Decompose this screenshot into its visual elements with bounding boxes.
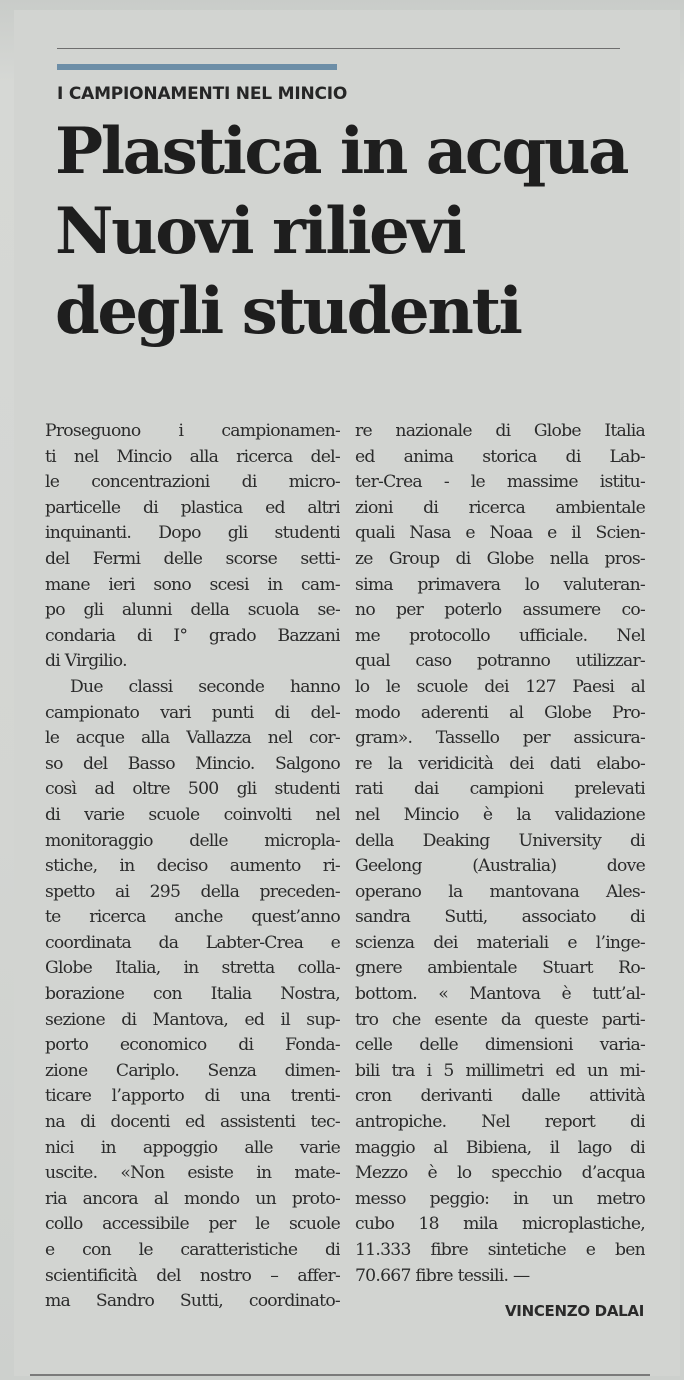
body-text-line: ria ancora al mondo un proto- <box>45 1188 340 1209</box>
body-text-line: gnere ambientale Stuart Ro- <box>355 958 645 979</box>
body-text-line: di Virgilio. <box>45 651 127 672</box>
body-text-line: sezione di Mantova, ed il sup- <box>45 1009 340 1030</box>
body-text-line: scienza dei materiali e l’inge- <box>355 932 645 953</box>
body-text-line: modo aderenti al Globe Pro- <box>355 702 645 723</box>
body-text-line: le acque alla Vallazza nel cor- <box>45 728 340 749</box>
top-rule <box>57 48 620 49</box>
body-text-line: spetto ai 295 della preceden- <box>45 881 340 902</box>
body-text-line: campionato vari punti di del- <box>45 702 340 723</box>
body-text-line: del Fermi delle scorse setti- <box>45 548 340 569</box>
body-text-line: re la veridicità dei dati elabo- <box>355 753 645 774</box>
body-text-line: maggio al Bibiena, il lago di <box>355 1137 645 1158</box>
body-text-line: nici in appoggio alle varie <box>45 1137 340 1158</box>
body-text-line: cubo 18 mila microplastiche, <box>355 1214 645 1235</box>
body-text-line: so del Basso Mincio. Salgono <box>45 753 340 774</box>
body-text-line: monitoraggio delle micropla- <box>45 830 340 851</box>
body-text-line: particelle di plastica ed altri <box>45 497 340 518</box>
body-text-line: celle delle dimensioni varia- <box>355 1035 645 1056</box>
body-text-line: ticare l’apporto di una trenti- <box>45 1086 340 1107</box>
body-text-line: Globe Italia, in stretta colla- <box>45 958 340 979</box>
body-text-line: condaria di I° grado Bazzani <box>45 625 340 646</box>
body-text-line: cron derivanti dalle attività <box>355 1086 645 1107</box>
body-text-line: po gli alunni della scuola se- <box>45 600 340 621</box>
body-text-line: Mezzo è lo specchio d’acqua <box>355 1163 645 1184</box>
body-text-line: me protocollo ufficiale. Nel <box>355 625 645 646</box>
article-body-right-column <box>355 419 645 1289</box>
body-text-line: inquinanti. Dopo gli studenti <box>45 523 340 544</box>
body-text-line: della Deaking University di <box>355 830 645 851</box>
body-text-line: bottom. « Mantova è tutt’al- <box>355 984 645 1005</box>
body-text-line: ma Sandro Sutti, coordinato- <box>45 1291 340 1312</box>
body-text-line: qual caso potranno utilizzar- <box>355 651 645 672</box>
body-text-line: Proseguono i campionamen- <box>45 421 340 441</box>
body-text-line: ze Group di Globe nella pros- <box>355 548 645 569</box>
body-text-line: ti nel Mincio alla ricerca del- <box>45 446 340 467</box>
body-text-line: ed anima storica di Lab- <box>355 446 645 467</box>
article-body-left-column <box>45 419 340 1315</box>
body-text-line: porto economico di Fonda- <box>45 1035 340 1056</box>
body-text-line: così ad oltre 500 gli studenti <box>45 779 340 800</box>
body-text-line: e con le caratteristiche di <box>45 1240 340 1260</box>
body-text-line: Due classi seconde hanno <box>70 676 340 697</box>
body-text-line: 11.333 fibre sintetiche e ben <box>355 1240 645 1260</box>
body-text-line: messo peggio: in un metro <box>355 1188 645 1209</box>
body-text-line: Geelong (Australia) dove <box>355 856 645 877</box>
body-text-line: lo le scuole dei 127 Paesi al <box>355 676 645 697</box>
body-text-line: di varie scuole coinvolti nel <box>45 804 340 825</box>
bottom-rule <box>30 1374 650 1376</box>
body-text-line: tro che esente da queste parti- <box>355 1009 645 1030</box>
body-text-line: uscite. «Non esiste in mate- <box>45 1163 340 1184</box>
body-text-line: ter-Crea - le massime istitu- <box>355 472 645 493</box>
body-text-line: borazione con Italia Nostra, <box>45 984 340 1005</box>
section-accent-bar <box>57 64 337 70</box>
body-text-line: antropiche. Nel report di <box>355 1112 645 1133</box>
body-text-line: na di docenti ed assistenti tec- <box>45 1112 340 1133</box>
body-text-line: zioni di ricerca ambientale <box>355 497 645 518</box>
body-text-line: le concentrazioni di micro- <box>45 472 340 493</box>
body-text-line: coordinata da Labter-Crea e <box>45 932 340 953</box>
body-text-line: sima primavera lo valuteran- <box>355 574 645 595</box>
body-text-line: te ricerca anche quest’anno <box>45 907 340 928</box>
body-text-line: bili tra i 5 millimetri ed un mi- <box>355 1060 645 1081</box>
body-text-line: no per poterlo assumere co- <box>355 600 645 621</box>
body-text-line: mane ieri sono scesi in cam- <box>45 574 340 595</box>
body-text-line: gram». Tassello per assicura- <box>355 728 645 749</box>
article-kicker: I CAMPIONAMENTI NEL MINCIO <box>57 84 348 104</box>
body-text-line: zione Cariplo. Senza dimen- <box>45 1060 340 1081</box>
article-headline <box>55 112 655 352</box>
body-text-line: re nazionale di Globe Italia <box>355 421 645 441</box>
body-text-line: operano la mantovana Ales- <box>355 881 645 902</box>
body-text-line: 70.667 fibre tessili. — <box>355 1265 530 1286</box>
body-text-line: sandra Sutti, associato di <box>355 907 645 928</box>
headline-line: degli studenti <box>55 274 521 349</box>
body-text-line: rati dai campioni prelevati <box>355 779 645 800</box>
headline-line: Plastica in acqua <box>55 114 628 189</box>
headline-line: Nuovi rilievi <box>55 194 465 269</box>
body-text-line: scientificità del nostro – affer- <box>45 1265 340 1286</box>
body-text-line: nel Mincio è la validazione <box>355 804 645 825</box>
body-text-line: quali Nasa e Noaa e il Scien- <box>355 523 645 544</box>
article-byline: VINCENZO DALAI <box>504 1302 644 1320</box>
body-text-line: collo accessibile per le scuole <box>45 1214 340 1235</box>
body-text-line: stiche, in deciso aumento ri- <box>45 856 340 877</box>
